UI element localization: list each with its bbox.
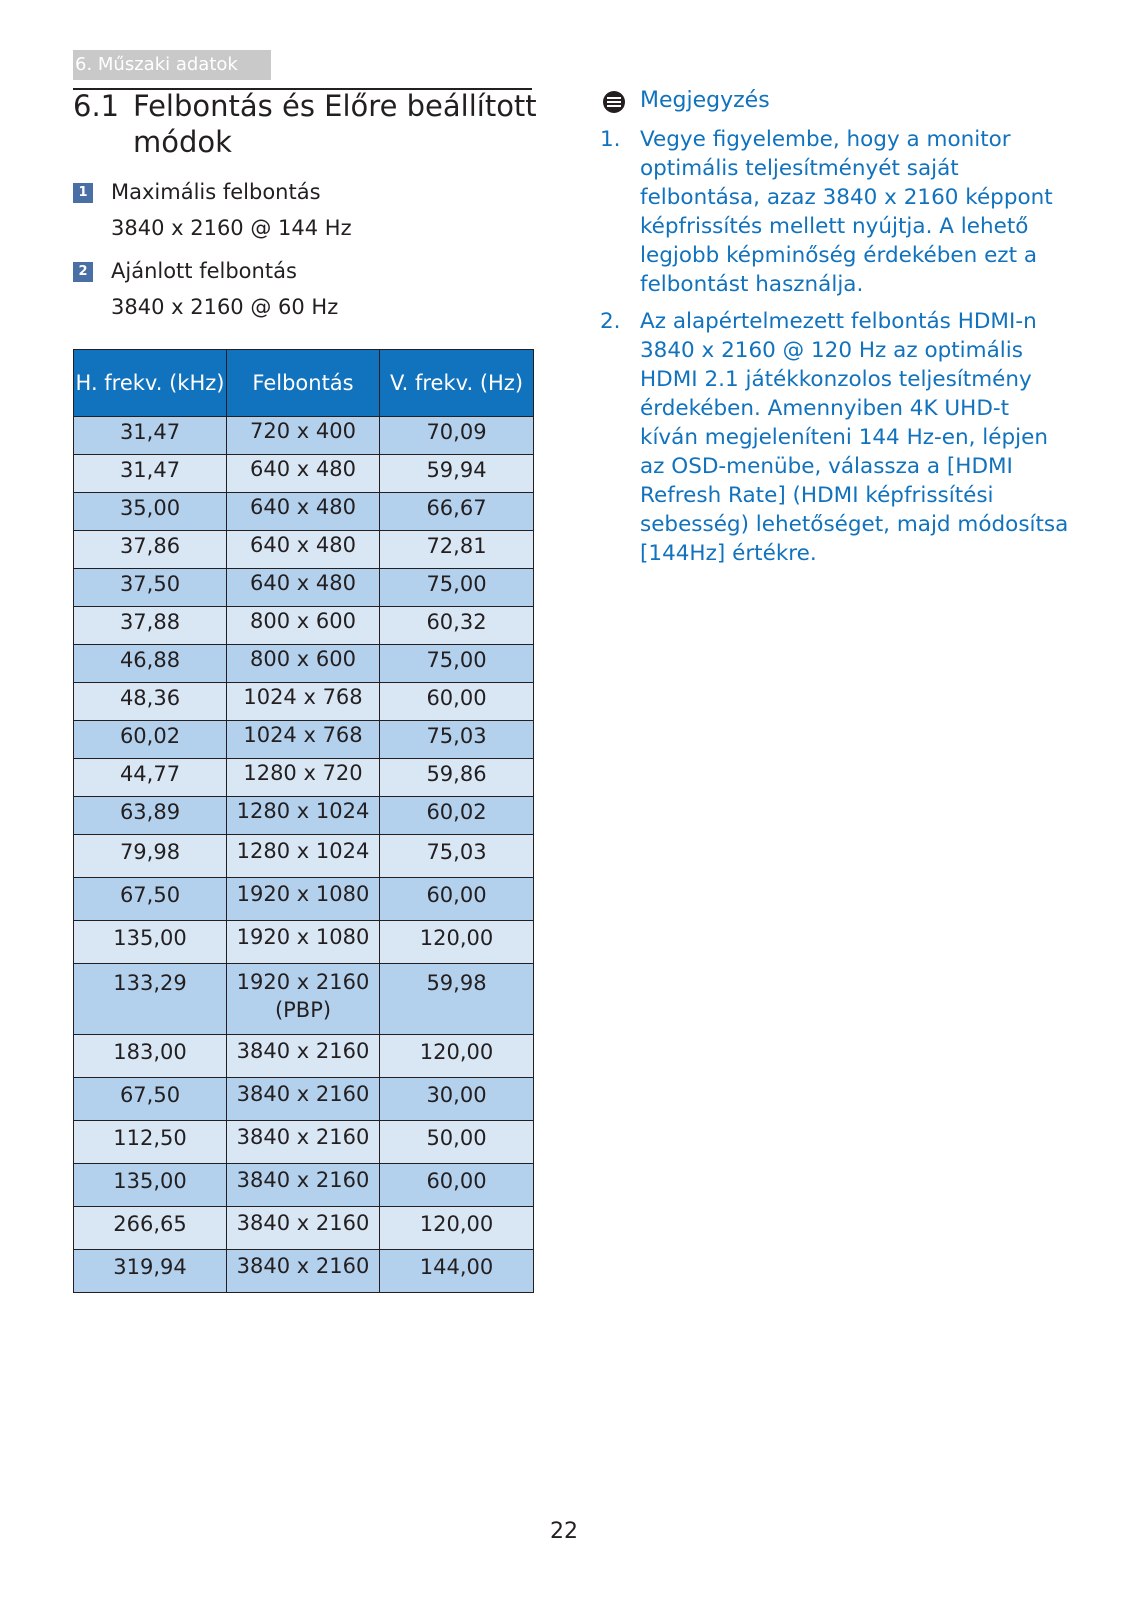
cell-v-freq: 144,00 (380, 1250, 534, 1293)
cell-v-freq: 60,32 (380, 607, 534, 645)
resolution-text: 800 x 600 (250, 609, 356, 633)
cell-h-freq: 44,77 (74, 759, 227, 797)
resolution-text: 640 x 480 (250, 457, 356, 481)
cell-resolution (227, 835, 380, 878)
cell-h-freq: 37,50 (74, 569, 227, 607)
table-row (74, 759, 534, 797)
resolution-text: 800 x 600 (250, 647, 356, 671)
cell-resolution (227, 531, 380, 569)
cell-resolution (227, 683, 380, 721)
cell-v-freq: 120,00 (380, 921, 534, 964)
cell-resolution (227, 759, 380, 797)
table-row (74, 683, 534, 721)
table-row (74, 1207, 534, 1250)
cell-v-freq: 75,03 (380, 835, 534, 878)
spec-value: 3840 x 2160 @ 60 Hz (111, 295, 339, 319)
resolution-text: 640 x 480 (250, 495, 356, 519)
table-row (74, 921, 534, 964)
table-header-row (74, 350, 534, 417)
resolution-text: 1024 x 768 (243, 723, 363, 747)
note-item (600, 125, 1070, 299)
resolution-text: 1024 x 768 (243, 685, 363, 709)
badge-2-icon: 2 (73, 262, 93, 282)
cell-v-freq: 60,00 (380, 1164, 534, 1207)
note-icon (603, 91, 625, 113)
cell-h-freq: 31,47 (74, 417, 227, 455)
table-row (74, 964, 534, 1035)
cell-v-freq: 30,00 (380, 1078, 534, 1121)
cell-v-freq: 66,67 (380, 493, 534, 531)
table-row (74, 797, 534, 835)
table-row (74, 645, 534, 683)
table-row (74, 1121, 534, 1164)
cell-h-freq: 112,50 (74, 1121, 227, 1164)
heading-number: 6.1 (73, 89, 120, 123)
resolution-text: 640 x 480 (250, 533, 356, 557)
header-line: (Hz) (479, 371, 524, 395)
resolution-text: 3840 x 2160 (236, 1168, 370, 1192)
cell-resolution (227, 964, 380, 1035)
badge-1-icon: 1 (73, 183, 93, 203)
heading-title: Felbontás és Előre beállított módok (133, 89, 537, 159)
cell-h-freq: 37,86 (74, 531, 227, 569)
cell-h-freq: 183,00 (74, 1035, 227, 1078)
cell-resolution (227, 607, 380, 645)
table-row (74, 607, 534, 645)
cell-resolution (227, 417, 380, 455)
cell-v-freq: 60,00 (380, 878, 534, 921)
cell-v-freq: 60,00 (380, 683, 534, 721)
cell-h-freq: 79,98 (74, 835, 227, 878)
resolution-mode: (PBP) (274, 998, 332, 1022)
cell-v-freq: 70,09 (380, 417, 534, 455)
header-line: V. frekv. (389, 371, 474, 395)
cell-v-freq: 50,00 (380, 1121, 534, 1164)
cell-h-freq: 133,29 (74, 964, 227, 1035)
cell-resolution (227, 878, 380, 921)
resolution-text: 3840 x 2160 (236, 1125, 370, 1149)
note-title: Megjegyzés (640, 88, 770, 113)
cell-h-freq: 35,00 (74, 493, 227, 531)
cell-resolution (227, 1078, 380, 1121)
cell-h-freq: 60,02 (74, 721, 227, 759)
note-number: 2. (600, 309, 621, 334)
resolution-text: 1280 x 720 (243, 761, 363, 785)
cell-resolution (227, 455, 380, 493)
resolution-text: 1920 x 1080 (236, 925, 370, 949)
cell-resolution (227, 1035, 380, 1078)
table-row (74, 493, 534, 531)
page-number: 22 (550, 1519, 578, 1544)
header-resolution (227, 350, 380, 417)
table-row (74, 455, 534, 493)
header-v-freq (380, 350, 534, 417)
cell-v-freq: 120,00 (380, 1207, 534, 1250)
cell-h-freq: 319,94 (74, 1250, 227, 1293)
resolution-text: 1920 x 1080 (236, 882, 370, 906)
cell-h-freq: 135,00 (74, 921, 227, 964)
cell-resolution (227, 1207, 380, 1250)
table-row (74, 878, 534, 921)
cell-h-freq: 67,50 (74, 1078, 227, 1121)
cell-h-freq: 31,47 (74, 455, 227, 493)
resolution-text: 1920 x 2160 (236, 970, 370, 994)
note-text: Vegye figyelembe, hogy a monitor optimális teljesítményét saját felbontása, azaz 3840 x 2160 képpont képfrissítés mellett nyújtja. A lehető legjobb képminőség érdekében ezt a felbontást használja. (640, 127, 1053, 297)
resolution-text: 720 x 400 (250, 419, 356, 443)
header-h-freq (74, 350, 227, 417)
cell-resolution (227, 569, 380, 607)
cell-h-freq: 266,65 (74, 1207, 227, 1250)
cell-v-freq: 59,86 (380, 759, 534, 797)
cell-h-freq: 46,88 (74, 645, 227, 683)
cell-v-freq: 75,00 (380, 645, 534, 683)
cell-v-freq: 72,81 (380, 531, 534, 569)
cell-h-freq: 67,50 (74, 878, 227, 921)
resolution-text: 3840 x 2160 (236, 1082, 370, 1106)
spec-label: Ajánlott felbontás (111, 259, 297, 283)
table-row (74, 1250, 534, 1293)
table-row (74, 417, 534, 455)
table-row (74, 1164, 534, 1207)
resolution-text: 1280 x 1024 (236, 839, 370, 863)
note-text: Az alapértelmezett felbontás HDMI-n 3840 x 2160 @ 120 Hz az optimális HDMI 2.1 játékkonzolos teljesítmény érdekében. Amennyiben 4K UHD-t kíván megjeleníteni 144 Hz-en, lépjen az OSD-menübe, válassza a [HDMI Refresh Rate] (HDMI képfrissítési sebesség) lehetőséget, majd módosítsa [144Hz] értékre. (640, 309, 1069, 566)
note-number: 1. (600, 127, 621, 152)
table-row (74, 721, 534, 759)
cell-resolution (227, 493, 380, 531)
note-item (600, 307, 1070, 568)
cell-resolution (227, 1164, 380, 1207)
table-row (74, 1035, 534, 1078)
cell-resolution (227, 1121, 380, 1164)
resolution-text: 3840 x 2160 (236, 1039, 370, 1063)
resolution-text: 640 x 480 (250, 571, 356, 595)
cell-h-freq: 48,36 (74, 683, 227, 721)
cell-v-freq: 120,00 (380, 1035, 534, 1078)
cell-resolution (227, 645, 380, 683)
cell-h-freq: 37,88 (74, 607, 227, 645)
cell-v-freq: 60,02 (380, 797, 534, 835)
cell-resolution (227, 797, 380, 835)
cell-h-freq: 63,89 (74, 797, 227, 835)
table-row (74, 835, 534, 878)
section-tab: 6. Műszaki adatok (73, 50, 271, 80)
spec-label: Maximális felbontás (111, 180, 321, 204)
resolution-text: 3840 x 2160 (236, 1254, 370, 1278)
cell-v-freq: 59,94 (380, 455, 534, 493)
table-row (74, 1078, 534, 1121)
table-row (74, 531, 534, 569)
resolution-text: 3840 x 2160 (236, 1211, 370, 1235)
cell-v-freq: 75,00 (380, 569, 534, 607)
cell-resolution (227, 721, 380, 759)
cell-h-freq: 135,00 (74, 1164, 227, 1207)
cell-resolution (227, 1250, 380, 1293)
cell-v-freq: 59,98 (380, 964, 534, 1035)
resolution-text: 1280 x 1024 (236, 799, 370, 823)
header-line: H. frekv. (75, 371, 163, 395)
header-line: (kHz) (169, 371, 225, 395)
cell-v-freq: 75,03 (380, 721, 534, 759)
resolution-table (73, 349, 534, 1293)
header-line: Felbontás (252, 371, 354, 395)
spec-value: 3840 x 2160 @ 144 Hz (111, 216, 352, 240)
table-row (74, 569, 534, 607)
note-list (600, 125, 1070, 576)
cell-resolution (227, 921, 380, 964)
